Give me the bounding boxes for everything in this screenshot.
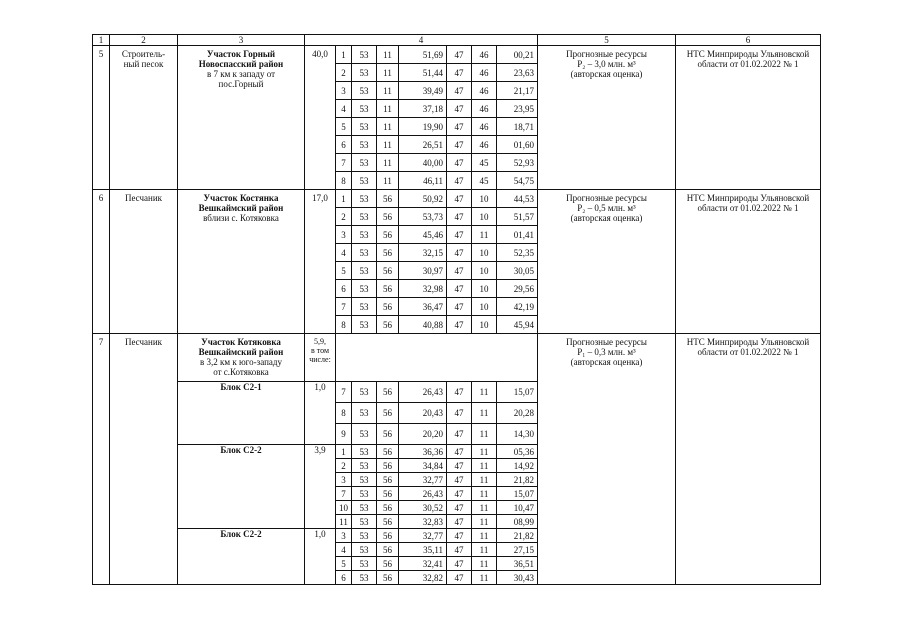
coord-lat-sec: 20,20 (399, 424, 447, 445)
coord-lon-min: 10 (472, 262, 497, 280)
coord-point-number: 3 (336, 82, 352, 100)
text-line: Прогнозные ресурсы (566, 193, 647, 203)
coord-lat-sec: 30,52 (399, 501, 447, 515)
coord-lon-min: 46 (472, 46, 497, 64)
coord-lat-deg: 53 (352, 118, 377, 136)
text-line: пос.Горный (218, 79, 264, 89)
coord-lon-deg: 47 (447, 473, 472, 487)
text-line: числе: (309, 355, 331, 364)
coord-lon-sec: 14,30 (497, 424, 538, 445)
coord-lat-sec: 32,82 (399, 571, 447, 585)
coord-point-number: 7 (336, 298, 352, 316)
coord-lon-sec: 27,15 (497, 543, 538, 557)
coord-lon-deg: 47 (447, 459, 472, 473)
text-line: в том (310, 346, 330, 355)
coord-lat-deg: 53 (352, 529, 377, 543)
coord-point-number: 2 (336, 459, 352, 473)
coord-point-number: 3 (336, 529, 352, 543)
coord-lon-deg: 47 (447, 298, 472, 316)
table-row (93, 190, 821, 208)
text-line: области от 01.02.2022 № 1 (697, 59, 799, 69)
authority-note (676, 190, 821, 334)
coord-lat-min: 11 (377, 46, 399, 64)
coord-lon-sec: 05,36 (497, 445, 538, 459)
coord-lat-deg: 53 (352, 244, 377, 262)
coord-lat-deg: 53 (352, 316, 377, 334)
section-number: 7 (93, 334, 110, 585)
coord-lat-sec: 34,84 (399, 459, 447, 473)
coord-lat-deg: 53 (352, 190, 377, 208)
coord-lat-sec: 37,18 (399, 100, 447, 118)
site-description (178, 190, 305, 334)
coord-lon-sec: 54,75 (497, 172, 538, 190)
block-name-text: Блок С2-2 (220, 445, 262, 455)
coord-lon-sec: 52,93 (497, 154, 538, 172)
coord-lat-min: 56 (377, 543, 399, 557)
coord-lon-deg: 47 (447, 136, 472, 154)
text-line: P₂ – 3,0 млн. м³ (577, 59, 636, 69)
area-value: 17,0 (305, 190, 336, 334)
coord-lon-min: 45 (472, 172, 497, 190)
coord-lon-sec: 08,99 (497, 515, 538, 529)
coord-lat-deg: 53 (352, 280, 377, 298)
coord-lat-sec: 45,46 (399, 226, 447, 244)
coord-lat-sec: 32,41 (399, 557, 447, 571)
coord-lat-sec: 26,43 (399, 382, 447, 403)
coord-lat-sec: 51,44 (399, 64, 447, 82)
coord-lon-sec: 14,92 (497, 459, 538, 473)
coord-lon-deg: 47 (447, 154, 472, 172)
text-line: области от 01.02.2022 № 1 (697, 347, 799, 357)
coord-lat-sec: 40,00 (399, 154, 447, 172)
coord-lat-deg: 53 (352, 501, 377, 515)
coord-lon-min: 46 (472, 82, 497, 100)
text-line: в 3,2 км к юго-западу (200, 357, 282, 367)
coord-lat-deg: 53 (352, 64, 377, 82)
authority-note (676, 46, 821, 190)
block-name (178, 445, 305, 529)
text-line: Участок Котяковка (201, 337, 281, 347)
mineral-type (110, 190, 178, 334)
text-line: области от 01.02.2022 № 1 (697, 203, 799, 213)
coord-lat-min: 56 (377, 529, 399, 543)
coord-lat-deg: 53 (352, 298, 377, 316)
coord-lon-min: 11 (472, 459, 497, 473)
table-row (93, 334, 821, 382)
coord-lon-sec: 45,94 (497, 316, 538, 334)
text-line: НТС Минприроды Ульяновской (686, 49, 810, 59)
coord-lat-min: 56 (377, 424, 399, 445)
site-description (178, 334, 305, 382)
coord-lon-min: 11 (472, 515, 497, 529)
text-line: Строитель- (121, 49, 166, 59)
coord-lon-sec: 30,43 (497, 571, 538, 585)
coord-lat-min: 11 (377, 82, 399, 100)
coord-lat-deg: 53 (352, 226, 377, 244)
coord-lon-sec: 23,95 (497, 100, 538, 118)
block-area: 1,0 (305, 382, 336, 445)
coord-lon-deg: 47 (447, 172, 472, 190)
coord-lat-deg: 53 (352, 154, 377, 172)
coord-lon-min: 10 (472, 280, 497, 298)
coord-lat-deg: 53 (352, 487, 377, 501)
coord-lon-min: 10 (472, 190, 497, 208)
coord-lat-min: 56 (377, 316, 399, 334)
coord-lat-deg: 53 (352, 473, 377, 487)
site-description (178, 46, 305, 190)
coord-lat-min: 56 (377, 244, 399, 262)
coord-lon-sec: 01,60 (497, 136, 538, 154)
text-line: (авторская оценка) (570, 213, 643, 223)
text-line: Прогнозные ресурсы (566, 49, 647, 59)
coord-point-number: 1 (336, 190, 352, 208)
coord-lon-deg: 47 (447, 82, 472, 100)
coord-lat-deg: 53 (352, 515, 377, 529)
text-line: Участок Костянка (203, 193, 279, 203)
text-line: от с.Котяковка (213, 367, 269, 377)
coord-lon-min: 11 (472, 403, 497, 424)
coord-lat-min: 56 (377, 280, 399, 298)
coord-lat-sec: 35,11 (399, 543, 447, 557)
coord-point-number: 6 (336, 571, 352, 585)
coord-lon-deg: 47 (447, 501, 472, 515)
coord-point-number: 1 (336, 445, 352, 459)
coord-lat-deg: 53 (352, 208, 377, 226)
coord-lon-min: 46 (472, 64, 497, 82)
coord-lat-min: 56 (377, 515, 399, 529)
coord-lon-min: 10 (472, 316, 497, 334)
coord-lon-sec: 15,07 (497, 382, 538, 403)
coord-lat-min: 56 (377, 473, 399, 487)
coord-lat-sec: 32,98 (399, 280, 447, 298)
coord-lat-min: 56 (377, 262, 399, 280)
section-number: 5 (93, 46, 110, 190)
column-number: 2 (110, 35, 178, 46)
coord-lat-min: 11 (377, 64, 399, 82)
column-number: 3 (178, 35, 305, 46)
coord-lon-min: 11 (472, 487, 497, 501)
coord-lon-sec: 52,35 (497, 244, 538, 262)
coord-lon-sec: 44,53 (497, 190, 538, 208)
coord-lat-deg: 53 (352, 262, 377, 280)
coord-lat-deg: 53 (352, 136, 377, 154)
coord-lon-deg: 47 (447, 46, 472, 64)
coord-lon-deg: 47 (447, 487, 472, 501)
mineral-type (110, 46, 178, 190)
coord-lat-deg: 53 (352, 46, 377, 64)
coord-lat-min: 11 (377, 136, 399, 154)
coord-lat-min: 56 (377, 445, 399, 459)
text-line: P₁ – 0,3 млн. м³ (577, 347, 636, 357)
coord-lon-deg: 47 (447, 571, 472, 585)
column-number: 6 (676, 35, 821, 46)
coord-point-number: 8 (336, 172, 352, 190)
coord-point-number: 1 (336, 46, 352, 64)
coord-lat-sec: 53,73 (399, 208, 447, 226)
coord-lon-min: 46 (472, 136, 497, 154)
coord-lon-sec: 01,41 (497, 226, 538, 244)
coord-lon-sec: 00,21 (497, 46, 538, 64)
coord-lon-min: 11 (472, 529, 497, 543)
resources-note (538, 190, 676, 334)
text-line: Вешкаймский район (198, 347, 284, 357)
coord-lat-deg: 53 (352, 543, 377, 557)
coord-lon-deg: 47 (447, 118, 472, 136)
coord-lat-min: 56 (377, 208, 399, 226)
column-number: 5 (538, 35, 676, 46)
column-number: 4 (305, 35, 538, 46)
coord-lat-min: 11 (377, 172, 399, 190)
coord-lon-min: 10 (472, 208, 497, 226)
coord-lat-min: 56 (377, 403, 399, 424)
coord-lon-sec: 21,82 (497, 473, 538, 487)
coord-lat-min: 56 (377, 459, 399, 473)
column-number: 1 (93, 35, 110, 46)
coord-lat-sec: 39,49 (399, 82, 447, 100)
coord-lat-sec: 32,77 (399, 473, 447, 487)
coord-lon-sec: 15,07 (497, 487, 538, 501)
coord-point-number: 4 (336, 543, 352, 557)
text-line: Прогнозные ресурсы (566, 337, 647, 347)
coord-lat-sec: 26,43 (399, 487, 447, 501)
text-line: НТС Минприроды Ульяновской (686, 193, 810, 203)
coord-lon-sec: 18,71 (497, 118, 538, 136)
coord-lat-deg: 53 (352, 459, 377, 473)
resources-note (538, 46, 676, 190)
coord-point-number: 7 (336, 382, 352, 403)
coord-point-number: 6 (336, 280, 352, 298)
coord-lon-sec: 42,19 (497, 298, 538, 316)
mineral-type (110, 334, 178, 585)
coord-lon-sec: 29,56 (497, 280, 538, 298)
coord-lat-min: 11 (377, 100, 399, 118)
coord-lon-deg: 47 (447, 262, 472, 280)
coord-point-number: 2 (336, 208, 352, 226)
coord-point-number: 10 (336, 501, 352, 515)
coord-point-number: 5 (336, 262, 352, 280)
coord-lat-deg: 53 (352, 172, 377, 190)
coord-lat-min: 56 (377, 557, 399, 571)
coord-point-number: 3 (336, 473, 352, 487)
text-line: P₂ – 0,5 млн. м³ (577, 203, 636, 213)
coord-lon-deg: 47 (447, 190, 472, 208)
coord-lat-sec: 36,47 (399, 298, 447, 316)
coord-lon-deg: 47 (447, 382, 472, 403)
coord-lat-sec: 30,97 (399, 262, 447, 280)
coord-point-number: 6 (336, 136, 352, 154)
coord-lat-deg: 53 (352, 445, 377, 459)
coord-lon-deg: 47 (447, 100, 472, 118)
coord-lat-deg: 53 (352, 571, 377, 585)
coord-lat-sec: 19,90 (399, 118, 447, 136)
coord-lon-min: 10 (472, 244, 497, 262)
block-name (178, 529, 305, 585)
coord-lat-min: 56 (377, 571, 399, 585)
coord-lon-deg: 47 (447, 208, 472, 226)
block-name (178, 382, 305, 445)
coord-lat-deg: 53 (352, 403, 377, 424)
coord-point-number: 9 (336, 424, 352, 445)
block-area: 1,0 (305, 529, 336, 585)
column-number-row (93, 35, 821, 46)
coord-lon-deg: 47 (447, 244, 472, 262)
coord-point-number: 5 (336, 557, 352, 571)
coord-lat-deg: 53 (352, 557, 377, 571)
coord-lat-min: 56 (377, 487, 399, 501)
coords-blank (336, 334, 538, 382)
coord-lon-sec: 30,05 (497, 262, 538, 280)
resources-note (538, 334, 676, 585)
coord-lon-deg: 47 (447, 280, 472, 298)
coord-lon-min: 11 (472, 382, 497, 403)
coord-point-number: 3 (336, 226, 352, 244)
coord-lat-sec: 26,51 (399, 136, 447, 154)
text-line: ный песок (123, 59, 164, 69)
coord-point-number: 8 (336, 403, 352, 424)
coord-lat-sec: 20,43 (399, 403, 447, 424)
coord-lon-deg: 47 (447, 424, 472, 445)
coord-lat-min: 56 (377, 226, 399, 244)
coord-point-number: 4 (336, 244, 352, 262)
coord-point-number: 7 (336, 487, 352, 501)
coord-lat-sec: 32,83 (399, 515, 447, 529)
coord-lat-deg: 53 (352, 424, 377, 445)
coord-lat-sec: 50,92 (399, 190, 447, 208)
text-line: (авторская оценка) (570, 357, 643, 367)
coord-lat-min: 56 (377, 298, 399, 316)
coord-lon-deg: 47 (447, 403, 472, 424)
coord-lon-min: 11 (472, 501, 497, 515)
text-line: (авторская оценка) (570, 69, 643, 79)
coord-point-number: 7 (336, 154, 352, 172)
coord-lon-min: 11 (472, 424, 497, 445)
coord-lon-sec: 21,82 (497, 529, 538, 543)
coord-lat-sec: 32,77 (399, 529, 447, 543)
coord-lon-sec: 23,63 (497, 64, 538, 82)
coord-lon-min: 11 (472, 445, 497, 459)
coord-lon-sec: 20,28 (497, 403, 538, 424)
coord-lat-min: 56 (377, 382, 399, 403)
coord-lon-deg: 47 (447, 316, 472, 334)
coord-lon-min: 11 (472, 571, 497, 585)
coord-lat-deg: 53 (352, 82, 377, 100)
coord-lon-sec: 36,51 (497, 557, 538, 571)
coord-lon-deg: 47 (447, 529, 472, 543)
text-line: вблизи с. Котяковка (203, 213, 279, 223)
coord-lon-min: 11 (472, 543, 497, 557)
resources-table (92, 34, 821, 585)
text-line: Вешкаймский район (198, 203, 284, 213)
coord-lon-deg: 47 (447, 226, 472, 244)
text-line: Песчаник (124, 193, 163, 203)
coord-lat-min: 11 (377, 118, 399, 136)
coord-lon-deg: 47 (447, 557, 472, 571)
coord-lon-sec: 10,47 (497, 501, 538, 515)
authority-note (676, 334, 821, 585)
coord-lon-deg: 47 (447, 445, 472, 459)
coord-lat-sec: 32,15 (399, 244, 447, 262)
coord-lat-sec: 40,88 (399, 316, 447, 334)
coord-point-number: 11 (336, 515, 352, 529)
coord-lat-min: 11 (377, 154, 399, 172)
coord-lon-min: 11 (472, 557, 497, 571)
coord-lon-min: 46 (472, 100, 497, 118)
table-row (93, 46, 821, 64)
area-value: 40,0 (305, 46, 336, 190)
coord-lon-sec: 51,57 (497, 208, 538, 226)
coord-lat-min: 56 (377, 190, 399, 208)
coord-lon-min: 10 (472, 298, 497, 316)
coord-lon-min: 45 (472, 154, 497, 172)
coord-point-number: 8 (336, 316, 352, 334)
text-line: НТС Минприроды Ульяновской (686, 337, 810, 347)
coord-lat-deg: 53 (352, 100, 377, 118)
text-line: 5,9, (314, 337, 326, 346)
text-line: Участок Горный (206, 49, 276, 59)
block-name-text: Блок С2-2 (220, 529, 262, 539)
coord-lon-deg: 47 (447, 64, 472, 82)
coord-lon-min: 46 (472, 118, 497, 136)
coord-point-number: 4 (336, 100, 352, 118)
text-line: Песчаник (124, 337, 163, 347)
coord-lon-min: 11 (472, 473, 497, 487)
coord-lat-deg: 53 (352, 382, 377, 403)
coord-lat-sec: 46,11 (399, 172, 447, 190)
coord-point-number: 5 (336, 118, 352, 136)
text-line: Новоспасский район (198, 59, 284, 69)
coord-lon-sec: 21,17 (497, 82, 538, 100)
area-value (305, 334, 336, 382)
block-name-text: Блок С2-1 (220, 382, 262, 392)
text-line: в 7 км к западу от (206, 69, 276, 79)
coord-point-number: 2 (336, 64, 352, 82)
coord-lat-sec: 36,36 (399, 445, 447, 459)
coord-lon-deg: 47 (447, 515, 472, 529)
section-number: 6 (93, 190, 110, 334)
coord-lon-min: 11 (472, 226, 497, 244)
coord-lon-deg: 47 (447, 543, 472, 557)
block-area: 3,9 (305, 445, 336, 529)
coord-lat-min: 56 (377, 501, 399, 515)
coord-lat-sec: 51,69 (399, 46, 447, 64)
